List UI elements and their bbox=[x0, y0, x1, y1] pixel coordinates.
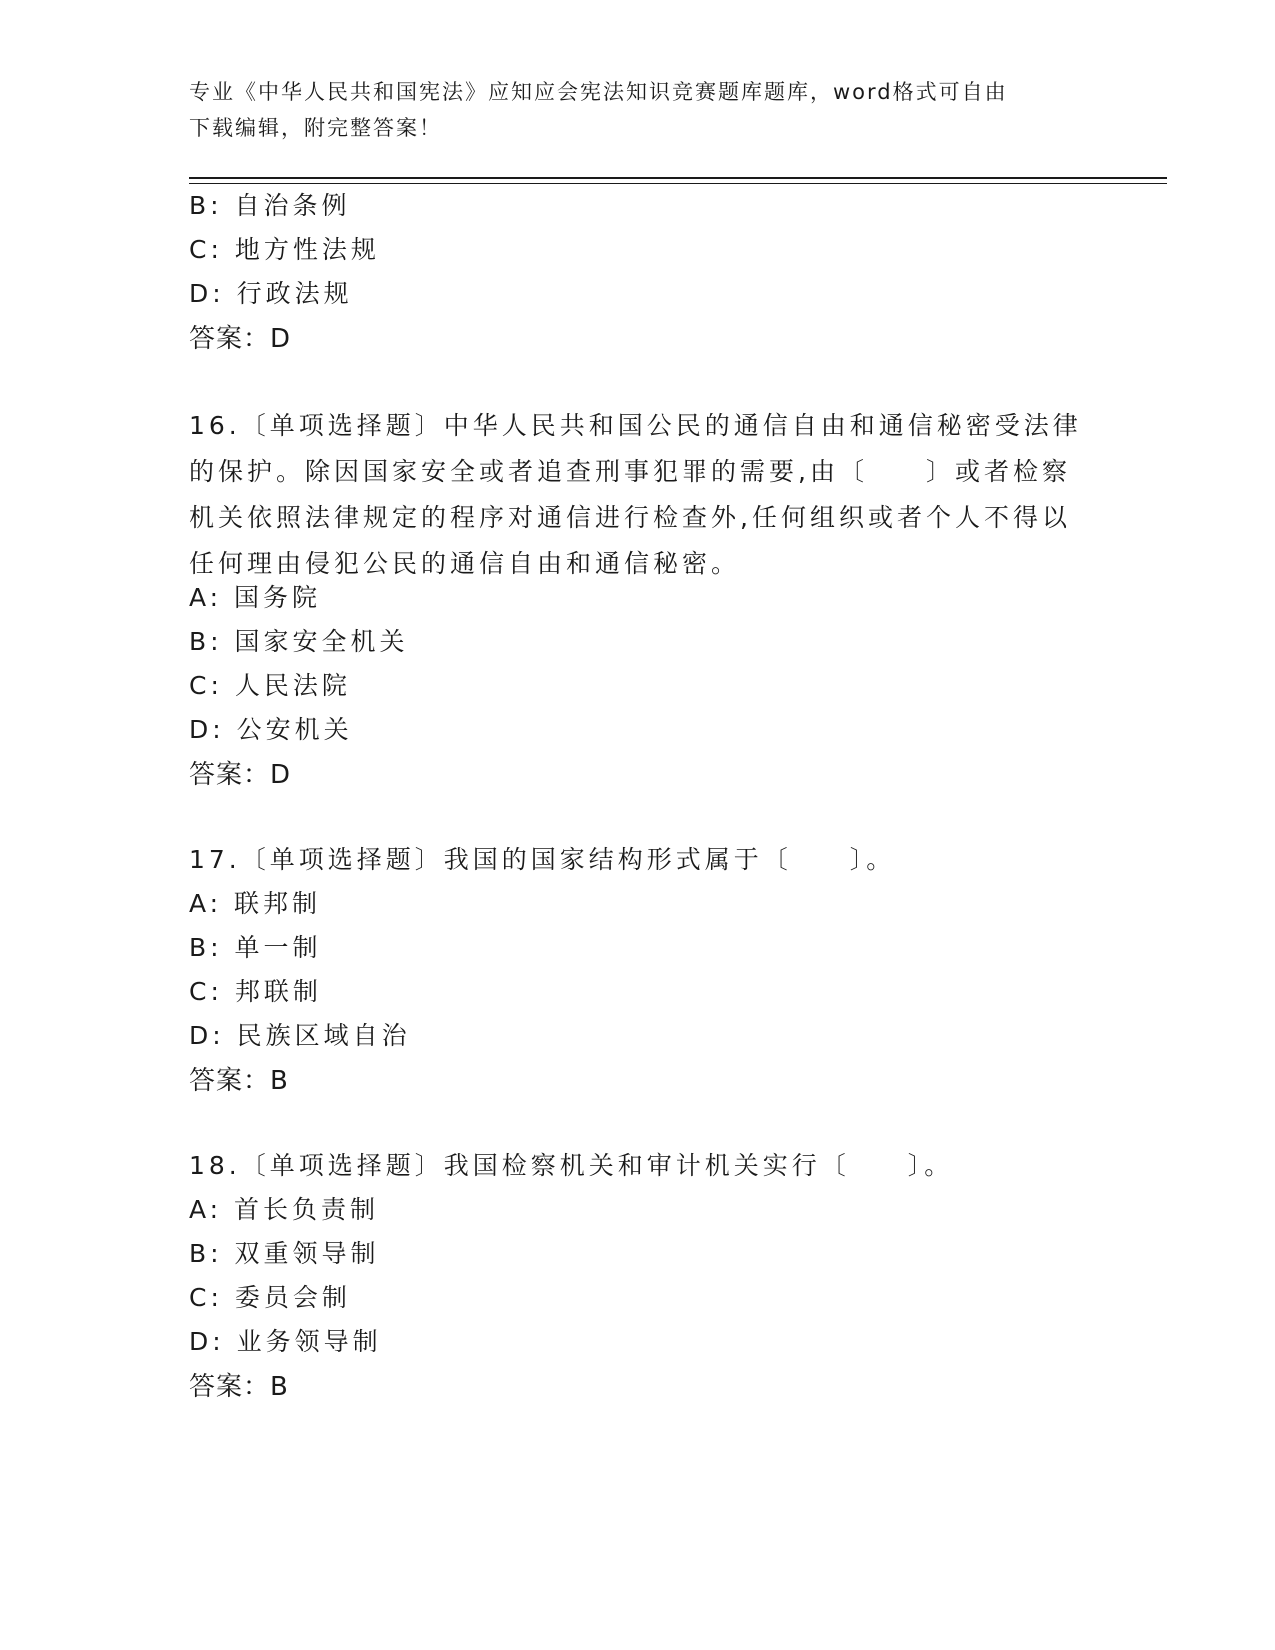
q16-option-d: D: 公安机关 bbox=[189, 715, 353, 744]
q16-stem bbox=[189, 403, 1089, 587]
q16-stem-line-4: 任何理由侵犯公民的通信自由和通信秘密。 bbox=[189, 549, 741, 578]
q16-stem-line-2: 的保护。除因国家安全或者追查刑事犯罪的需要,由〔 〕或者检察 bbox=[189, 457, 1071, 486]
q18-option-a: A: 首长负责制 bbox=[189, 1195, 380, 1224]
header-divider-thick bbox=[189, 177, 1167, 179]
q17-stem: 17.〔单项选择题〕我国的国家结构形式属于〔 〕。 bbox=[189, 845, 896, 874]
q16-answer: 答案：D bbox=[189, 760, 292, 790]
q15-option-b: B: 自治条例 bbox=[189, 191, 351, 220]
q16-stem-line-3: 机关依照法律规定的程序对通信进行检查外,任何组织或者个人不得以 bbox=[189, 503, 1071, 532]
q15-option-d: D: 行政法规 bbox=[189, 279, 353, 308]
q18-stem: 18.〔单项选择题〕我国检察机关和审计机关实行〔 〕。 bbox=[189, 1151, 954, 1180]
q15-option-c: C: 地方性法规 bbox=[189, 235, 380, 264]
q16-option-b: B: 国家安全机关 bbox=[189, 627, 409, 656]
q17-option-d: D: 民族区域自治 bbox=[189, 1021, 411, 1050]
q18-option-d: D: 业务领导制 bbox=[189, 1327, 382, 1356]
header-divider-thin bbox=[189, 183, 1167, 184]
header-line-2: 下载编辑，附完整答案！ bbox=[189, 116, 442, 140]
q15-answer: 答案：D bbox=[189, 324, 292, 354]
q18-answer: 答案：B bbox=[189, 1372, 289, 1402]
q17-answer: 答案：B bbox=[189, 1066, 289, 1096]
header-line-1: 专业《中华人民共和国宪法》应知应会宪法知识竞赛题库题库，word格式可自由 bbox=[189, 80, 1008, 104]
q17-option-c: C: 邦联制 bbox=[189, 977, 322, 1006]
document-header bbox=[189, 74, 1069, 146]
q16-option-c: C: 人民法院 bbox=[189, 671, 351, 700]
q17-option-b: B: 单一制 bbox=[189, 933, 322, 962]
q18-option-b: B: 双重领导制 bbox=[189, 1239, 380, 1268]
q18-option-c: C: 委员会制 bbox=[189, 1283, 351, 1312]
q17-option-a: A: 联邦制 bbox=[189, 889, 322, 918]
q16-stem-line-1: 16.〔单项选择题〕中华人民共和国公民的通信自由和通信秘密受法律 bbox=[189, 411, 1082, 440]
q16-option-a: A: 国务院 bbox=[189, 583, 322, 612]
